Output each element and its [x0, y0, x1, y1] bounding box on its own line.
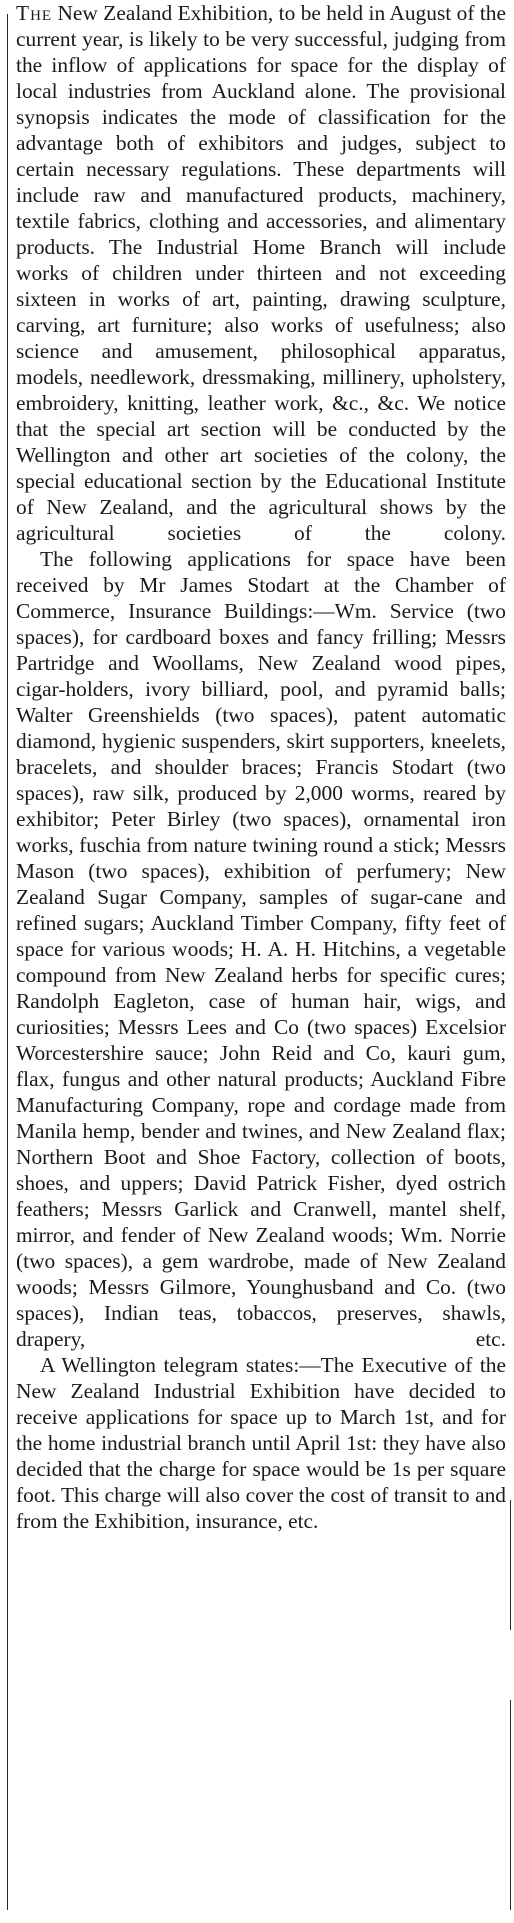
column-rule-left: [7, 14, 8, 1910]
paragraph-text: New Zealand Exhibition, to be held in August of the current year, is likely to be very successful, judging from the inflow of applications for space for the display of local industries from Auckland alone. The provisional synopsis indicates the mode of classification for the advantage both of exhibitors and judges, subject to certain necessary regulations. These departments will include raw and manufactured products, machinery, textile fabrics, clothing and accessories, and alimentary products. The Industrial Home Branch will include works of children under thirteen and not exceeding sixteen in works of art, painting, drawing sculpture, carving, art furniture; also works of usefulness; also science and amusement, philosophical apparatus, models, needlework, dressmaking, millinery, upholstery, embroidery, knitting, leather work, &c., &c. We notice that the special art section will be conducted by the Wellington and other art societies of the colony, the special educational section by the Educational Institute of New Zealand, and the agricultural shows by the agricultural societies of the colony.: [16, 1, 506, 545]
lead-word: The: [16, 1, 53, 25]
paragraph-space-applications: [16, 546, 506, 1352]
paragraph-text: The following applications for space have been received by Mr James Stodart at the Chamber of Commerce, Insurance Buildings:—Wm. Service (two spaces), for cardboard boxes and fancy frilling; Messrs Partridge and Woollams, New Zealand wood pipes, cigar-holders, ivory billiard, pool, and pyramid balls; Walter Greenshields (two spaces), patent automatic diamond, hygienic suspenders, skirt supporters, kneelets, bracelets, and shoulder braces; Francis Stodart (two spaces), raw silk, produced by 2,000 worms, reared by exhibitor; Peter Birley (two spaces), ornamental iron works, fuschia from nature twining round a stick; Messrs Mason (two spaces), exhibition of perfumery; New Zealand Sugar Company, samples of sugar-cane and refined sugars; Auckland Timber Company, fifty feet of space for various woods; H. A. H. Hitchins, a vegetable compound from New Zealand herbs for specific cures; Randolph Eagleton, case of human hair, wigs, and curiosities; Messrs Lees and Co (two spaces) Excelsior Worcestershire sauce; John Reid and Co, kauri gum, flax, fungus and other natural products; Auckland Fibre Manufacturing Company, rope and cordage made from Manila hemp, bender and twines, and New Zealand flax; Northern Boot and Shoe Factory, collection of boots, shoes, and uppers; David Patrick Fisher, dyed ostrich feathers; Messrs Garlick and Cranwell, mantel shelf, mirror, and fender of New Zealand woods; Wm. Norrie (two spaces), a gem wardrobe, made of New Zealand woods; Messrs Gilmore, Younghusband and Co. (two spaces), Indian teas, tobaccos, preserves, shawls, drapery, etc.: [16, 547, 506, 1351]
paragraph-wellington-telegram: [16, 1352, 506, 1534]
paragraph-exhibition-overview: [16, 0, 506, 546]
paragraph-text: A Wellington telegram states:—The Executive of the New Zealand Industrial Exhibition have decided to receive applications for space up to March 1st, and for the home industrial branch until April 1st: they have also decided that the charge for space would be 1s per square foot. This charge will also cover the cost of transit to and from the Exhibition, insurance, etc.: [16, 1353, 506, 1533]
newspaper-article: [16, 0, 506, 1534]
column-rule-right-upper: [510, 1500, 511, 1630]
column-rule-right-lower: [510, 1700, 511, 1910]
